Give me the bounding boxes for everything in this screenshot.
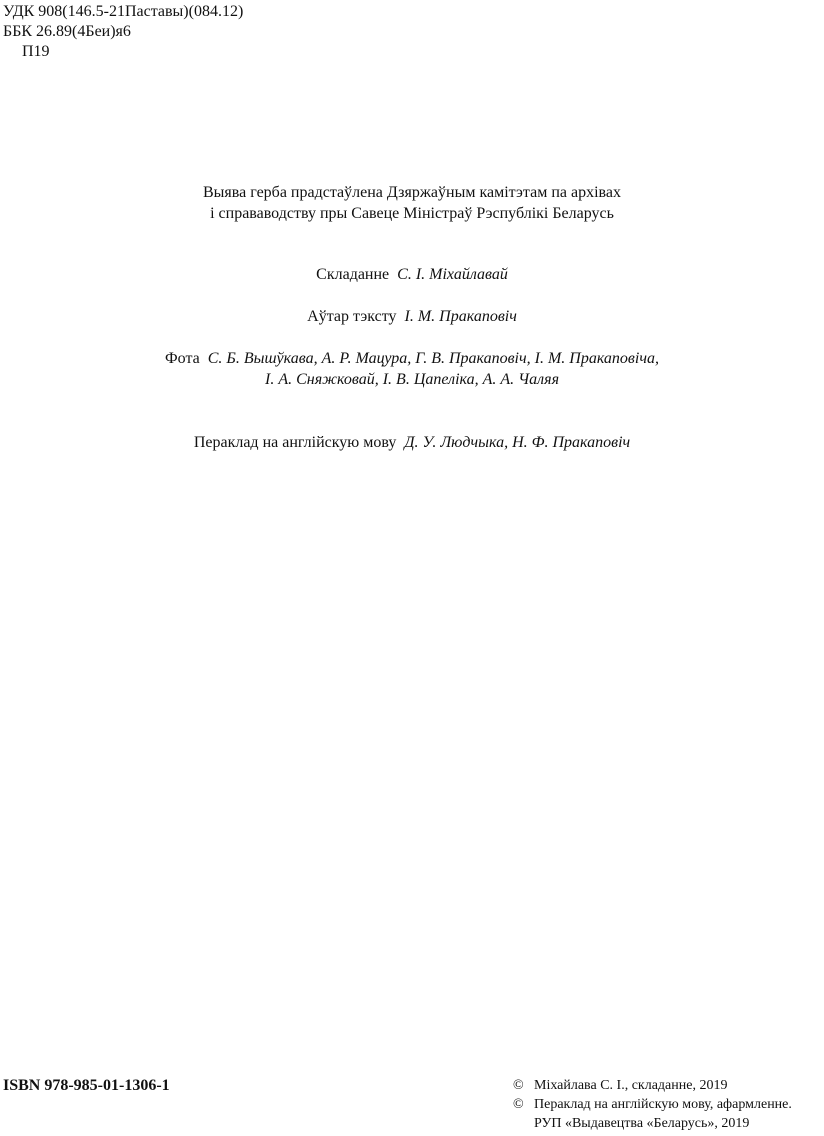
photo-names-line-2: І. А. Сняжковай, І. В. Цапеліка, А. А. Чаляя (264, 371, 560, 388)
bbk-code: ББК 26.89(4Беи)я6 (3, 23, 131, 40)
translation-names: Д. У. Людчыка, Н. Ф. Пракаповіч (404, 434, 631, 451)
compiler-name: С. І. Міхайлавай (397, 266, 508, 283)
compiler-label: Складанне (316, 266, 390, 283)
photo-credit (0, 348, 824, 390)
author-credit (0, 306, 824, 327)
copyright-symbol-1: © (513, 1078, 524, 1093)
translation-label: Пераклад на англійскую мову (193, 434, 397, 451)
coat-of-arms-note (0, 182, 824, 224)
author-name: І. М. Пракаповіч (404, 308, 517, 325)
author-label: Аўтар тэксту (307, 308, 397, 325)
photo-label: Фота (165, 350, 200, 367)
translation-credit (0, 432, 824, 453)
copyright-line-3: РУП «Выдавецтва «Беларусь», 2019 (534, 1116, 750, 1131)
copyright-line-1: Міхайлава С. І., складанне, 2019 (534, 1078, 728, 1093)
author-sign-code: П19 (22, 43, 50, 60)
copyright-symbol-2: © (513, 1097, 524, 1112)
copyright-block (513, 1076, 824, 1133)
compiler-credit (0, 264, 824, 285)
isbn-number: ISBN 978-985-01-1306-1 (3, 1077, 170, 1094)
coat-note-line-1: Выява герба прадстаўлена Дзяржаўным камітэтам па архівах (203, 184, 621, 201)
copyright-line-2: Пераклад на англійскую мову, афармленне. (534, 1097, 792, 1112)
classification-block (3, 2, 243, 62)
udk-code: УДК 908(146.5-21Паставы)(084.12) (3, 3, 244, 20)
photo-names-line-1: С. Б. Вышўкава, А. Р. Мацура, Г. В. Пракаповіч, І. М. Пракаповіча, (207, 350, 659, 367)
coat-note-line-2: і справаводству пры Савеце Міністраў Рэспублікі Беларусь (210, 205, 614, 222)
